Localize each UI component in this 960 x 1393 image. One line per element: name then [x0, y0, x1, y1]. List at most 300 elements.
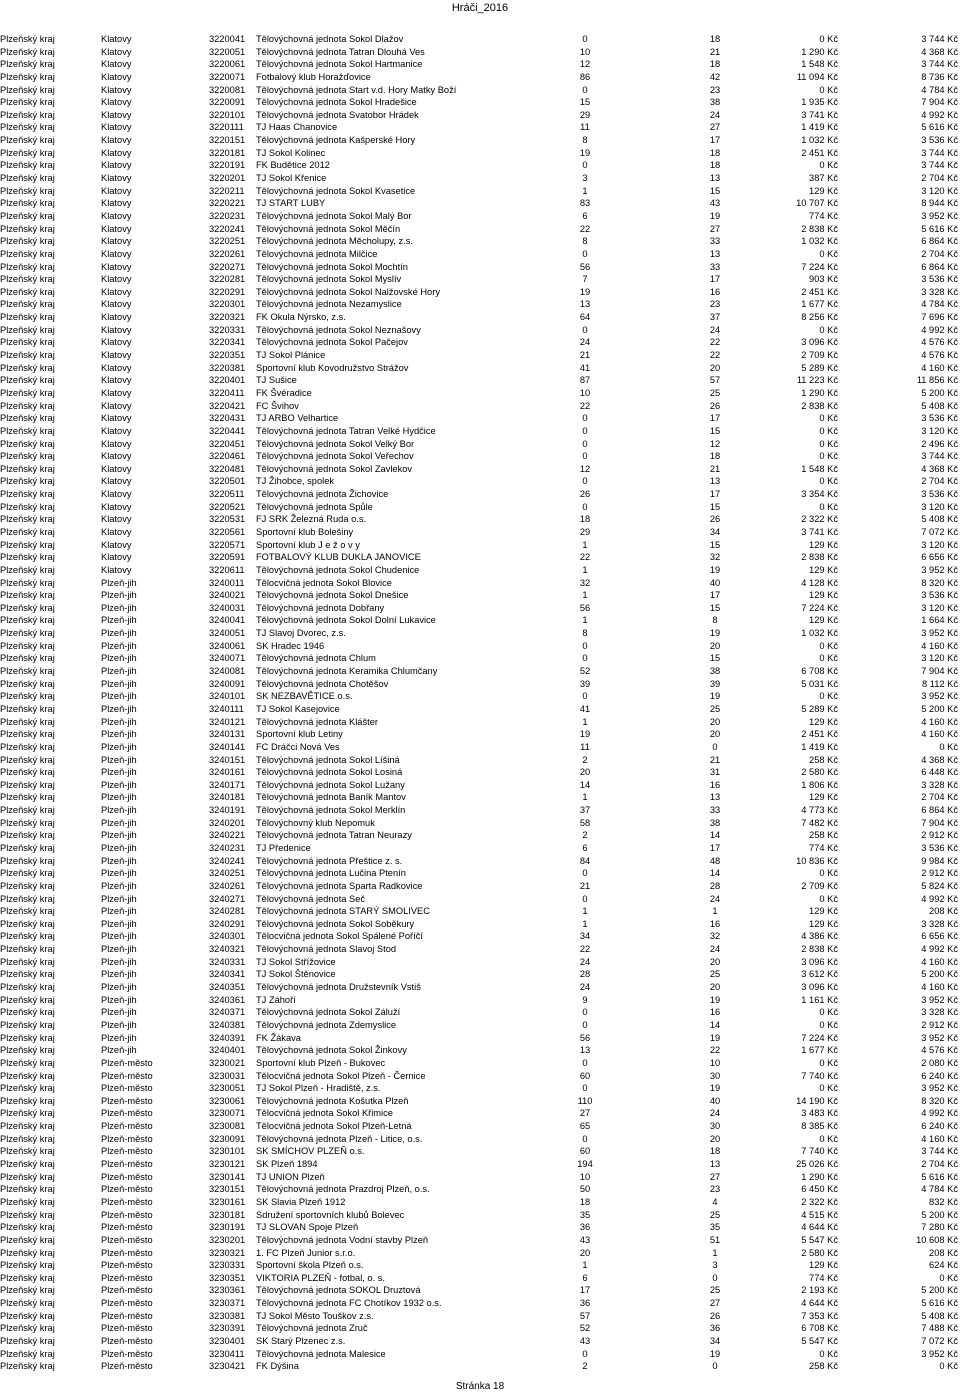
- cell-a: 11: [580, 122, 590, 133]
- cell-nazev: TJ Sokol Štěnovice: [256, 969, 336, 980]
- cell-castka1: 0 Kč: [819, 1007, 838, 1018]
- cell-okres: Plzeň-jih: [101, 880, 137, 891]
- cell-castka1: 0 Kč: [819, 1083, 838, 1094]
- cell-kraj: Plzeňský kraj: [0, 969, 55, 980]
- cell-castka1: 2 838 Kč: [801, 552, 838, 563]
- cell-b: 43: [709, 198, 721, 209]
- cell-a: 39: [579, 678, 591, 689]
- cell-kod: 3240391: [209, 1032, 246, 1043]
- cell-a: 10: [579, 1171, 591, 1182]
- cell-castka2: 0 Kč: [939, 1272, 958, 1283]
- cell-a: 12: [579, 463, 591, 474]
- cell-castka1: 1 032 Kč: [801, 628, 838, 639]
- table-row: [0, 804, 960, 817]
- cell-kod: 3220241: [209, 223, 246, 234]
- cell-okres: Klatovy: [101, 463, 132, 474]
- cell-a: 0: [582, 248, 588, 259]
- page-number: Stránka 18: [455, 1381, 505, 1392]
- cell-b: 17: [709, 274, 721, 285]
- cell-kraj: Plzeňský kraj: [0, 539, 55, 550]
- cell-nazev: FK Okula Nýrsko, z.s.: [256, 312, 346, 323]
- cell-a: 8: [582, 236, 588, 247]
- cell-castka1: 774 Kč: [809, 1272, 838, 1283]
- cell-kod: 3220351: [209, 350, 246, 361]
- cell-castka2: 2 704 Kč: [921, 248, 958, 259]
- cell-kraj: Plzeňský kraj: [0, 362, 55, 373]
- cell-okres: Plzeň-jih: [101, 855, 137, 866]
- cell-castka1: 7 482 Kč: [801, 817, 838, 828]
- cell-kod: 3230051: [209, 1083, 246, 1094]
- cell-b: 15: [709, 653, 721, 664]
- cell-kod: 3240061: [209, 640, 246, 651]
- cell-kraj: Plzeňský kraj: [0, 451, 55, 462]
- cell-b: 19: [709, 628, 721, 639]
- cell-kraj: Plzeňský kraj: [0, 476, 55, 487]
- cell-castka2: 0 Kč: [939, 741, 958, 752]
- cell-kraj: Plzeňský kraj: [0, 109, 55, 120]
- cell-a: 2: [582, 830, 588, 841]
- cell-castka1: 0 Kč: [819, 160, 838, 171]
- cell-b: 40: [709, 1095, 721, 1106]
- cell-castka2: 5 616 Kč: [921, 1171, 958, 1182]
- cell-kraj: Plzeňský kraj: [0, 1032, 55, 1043]
- cell-kraj: Plzeňský kraj: [0, 1361, 55, 1372]
- cell-okres: Plzeň-jih: [101, 678, 137, 689]
- cell-nazev: Tělovýchovná jednota Prazdroj Plzeň, o.s.: [256, 1184, 430, 1195]
- cell-nazev: Tělovýchovná jednota Dobřany: [256, 602, 385, 613]
- cell-castka1: 2 580 Kč: [801, 1247, 838, 1258]
- cell-kraj: Plzeňský kraj: [0, 880, 55, 891]
- cell-kod: 3220221: [209, 198, 246, 209]
- table-row: [0, 1297, 960, 1310]
- cell-nazev: SK SMÍCHOV PLZEŇ o.s.: [256, 1146, 365, 1157]
- cell-a: 0: [582, 868, 588, 879]
- table-row: [0, 475, 960, 488]
- table-row: [0, 703, 960, 716]
- cell-okres: Plzeň-město: [101, 1209, 153, 1220]
- cell-castka1: 774 Kč: [809, 210, 838, 221]
- cell-okres: Klatovy: [101, 173, 132, 184]
- table-row: [0, 425, 960, 438]
- cell-kod: 3220101: [209, 109, 246, 120]
- cell-nazev: Tělovýchovná jednota Milčice: [256, 248, 378, 259]
- cell-nazev: SK Hradec 1946: [256, 640, 325, 651]
- cell-kod: 3230181: [209, 1209, 246, 1220]
- cell-b: 32: [709, 931, 721, 942]
- cell-kraj: Plzeňský kraj: [0, 1133, 55, 1144]
- cell-okres: Plzeň-jih: [101, 703, 137, 714]
- cell-castka1: 4 644 Kč: [801, 1222, 838, 1233]
- cell-kraj: Plzeňský kraj: [0, 602, 55, 613]
- cell-nazev: Tělovýchovná jednota Sokol Dnešice: [256, 590, 409, 601]
- cell-kod: 3240171: [209, 779, 246, 790]
- cell-nazev: VIKTORIA PLZEŇ - fotbal, o. s.: [256, 1272, 385, 1283]
- cell-castka1: 0 Kč: [819, 893, 838, 904]
- table-row: [0, 223, 960, 236]
- cell-castka2: 3 536 Kč: [921, 489, 958, 500]
- cell-nazev: Tělovýchovná jednota Měcholupy, z.s.: [256, 236, 413, 247]
- cell-kraj: Plzeňský kraj: [0, 830, 55, 841]
- cell-kraj: Plzeňský kraj: [0, 350, 55, 361]
- cell-okres: Klatovy: [101, 552, 132, 563]
- cell-nazev: Fotbalový klub Horažďovice: [256, 71, 371, 82]
- cell-a: 1: [582, 918, 588, 929]
- table-row: [0, 855, 960, 868]
- cell-castka2: 8 320 Kč: [921, 1095, 958, 1106]
- cell-castka1: 0 Kč: [819, 1348, 838, 1359]
- cell-okres: Klatovy: [101, 451, 132, 462]
- cell-kod: 3240041: [209, 615, 246, 626]
- cell-kod: 3220091: [209, 97, 246, 108]
- cell-a: 56: [579, 602, 591, 613]
- table-row: [0, 210, 960, 223]
- cell-b: 15: [709, 539, 721, 550]
- cell-kod: 3240261: [209, 880, 246, 891]
- table-row: [0, 501, 960, 514]
- cell-castka1: 129 Kč: [809, 1260, 838, 1271]
- cell-nazev: FJ SRK Železná Ruda o.s.: [256, 514, 367, 525]
- table-row: [0, 1006, 960, 1019]
- cell-b: 26: [709, 514, 721, 525]
- cell-okres: Klatovy: [101, 210, 132, 221]
- cell-castka2: 4 368 Kč: [921, 463, 958, 474]
- cell-okres: Klatovy: [101, 400, 132, 411]
- cell-kraj: Plzeňský kraj: [0, 994, 55, 1005]
- cell-kod: 3240111: [209, 703, 244, 714]
- cell-b: 51: [709, 1234, 721, 1245]
- cell-castka2: 6 656 Kč: [921, 931, 958, 942]
- cell-a: 60: [579, 1070, 591, 1081]
- cell-nazev: Tělocvičná jednota Sokol Spálené Poříčí: [256, 931, 423, 942]
- cell-kod: 3220271: [209, 261, 246, 272]
- cell-kraj: Plzeňský kraj: [0, 615, 55, 626]
- cell-a: 3: [582, 173, 588, 184]
- cell-castka2: 6 240 Kč: [921, 1070, 958, 1081]
- cell-b: 10: [709, 1057, 721, 1068]
- cell-castka2: 5 200 Kč: [921, 1209, 958, 1220]
- cell-kod: 3230421: [209, 1361, 246, 1372]
- cell-castka2: 3 952 Kč: [921, 1083, 958, 1094]
- cell-nazev: TJ Sokol Kasejovice: [256, 703, 340, 714]
- table-row: [0, 1070, 960, 1083]
- cell-kod: 3220481: [209, 463, 246, 474]
- cell-kod: 3230091: [209, 1133, 246, 1144]
- cell-kraj: Plzeňský kraj: [0, 425, 55, 436]
- cell-okres: Plzeň-město: [101, 1108, 153, 1119]
- cell-okres: Plzeň-jih: [101, 653, 137, 664]
- cell-kod: 3220421: [209, 400, 246, 411]
- table-row: [0, 273, 960, 286]
- cell-okres: Plzeň-město: [101, 1121, 153, 1132]
- table-row: [0, 513, 960, 526]
- table-row: [0, 1310, 960, 1323]
- cell-a: 10: [579, 387, 591, 398]
- cell-b: 25: [709, 969, 721, 980]
- cell-nazev: TJ Záhoří: [256, 994, 296, 1005]
- cell-b: 0: [712, 1361, 718, 1372]
- table-row: [0, 842, 960, 855]
- cell-b: 18: [709, 451, 721, 462]
- cell-castka1: 1 290 Kč: [801, 46, 838, 57]
- cell-castka2: 3 328 Kč: [921, 1007, 958, 1018]
- cell-nazev: TJ UNION Plzeň: [256, 1171, 325, 1182]
- table-row: [0, 577, 960, 590]
- table-row: [0, 754, 960, 767]
- cell-okres: Plzeň-město: [101, 1083, 153, 1094]
- cell-okres: Plzeň-město: [101, 1285, 153, 1296]
- cell-castka1: 4 515 Kč: [801, 1209, 838, 1220]
- cell-okres: Plzeň-jih: [101, 1007, 137, 1018]
- cell-castka2: 5 616 Kč: [921, 223, 958, 234]
- cell-okres: Klatovy: [101, 274, 132, 285]
- cell-b: 16: [709, 918, 721, 929]
- cell-castka1: 1 161 Kč: [801, 994, 838, 1005]
- cell-b: 38: [709, 666, 721, 677]
- cell-okres: Plzeň-jih: [101, 1019, 137, 1030]
- cell-castka2: 5 200 Kč: [921, 1285, 958, 1296]
- cell-okres: Plzeň-jih: [101, 1032, 137, 1043]
- cell-a: 6: [582, 210, 588, 221]
- cell-nazev: Tělovýchovná jednota Sokol Neznašovy: [256, 324, 421, 335]
- cell-nazev: Tělovýchovná jednota Košutka Plzeň: [256, 1095, 409, 1106]
- cell-kraj: Plzeňský kraj: [0, 640, 55, 651]
- cell-kod: 3220531: [209, 514, 246, 525]
- cell-nazev: FK Žákava: [256, 1032, 301, 1043]
- table-row: [0, 1196, 960, 1209]
- cell-okres: Plzeň-jih: [101, 817, 137, 828]
- cell-nazev: Tělovýchovná jednota Kašperské Hory: [256, 135, 416, 146]
- cell-castka1: 6 450 Kč: [801, 1184, 838, 1195]
- cell-castka1: 1 290 Kč: [801, 387, 838, 398]
- cell-a: 19: [579, 286, 591, 297]
- cell-castka1: 4 773 Kč: [801, 805, 838, 816]
- cell-castka1: 1 677 Kč: [801, 299, 838, 310]
- cell-b: 38: [709, 97, 721, 108]
- cell-castka1: 8 256 Kč: [801, 312, 838, 323]
- cell-okres: Plzeň-jih: [101, 792, 137, 803]
- table-row: [0, 1095, 960, 1108]
- cell-castka2: 7 696 Kč: [921, 312, 958, 323]
- cell-okres: Klatovy: [101, 185, 132, 196]
- cell-okres: Klatovy: [101, 299, 132, 310]
- cell-kraj: Plzeňský kraj: [0, 729, 55, 740]
- cell-castka2: 3 120 Kč: [921, 185, 958, 196]
- cell-b: 38: [709, 817, 721, 828]
- table-row: [0, 1234, 960, 1247]
- cell-kraj: Plzeňský kraj: [0, 843, 55, 853]
- cell-b: 16: [709, 1007, 721, 1018]
- cell-a: 7: [582, 274, 588, 285]
- cell-a: 22: [579, 944, 591, 955]
- cell-b: 18: [709, 34, 721, 44]
- cell-kod: 3230161: [209, 1196, 246, 1207]
- cell-kod: 3220441: [209, 425, 246, 436]
- cell-castka2: 3 744 Kč: [921, 34, 958, 44]
- cell-castka1: 8 385 Kč: [801, 1121, 838, 1132]
- cell-okres: Plzeň-jih: [101, 640, 137, 651]
- cell-nazev: TJ Sokol Plzeň - Hradiště, z.s.: [256, 1083, 381, 1094]
- cell-castka2: 5 824 Kč: [921, 880, 958, 891]
- cell-b: 24: [709, 109, 721, 120]
- table-row: [0, 58, 960, 71]
- cell-castka1: 2 322 Kč: [801, 1196, 838, 1207]
- table-row: [0, 311, 960, 324]
- cell-kod: 3240351: [209, 982, 246, 993]
- cell-kod: 3240271: [209, 893, 246, 904]
- cell-castka2: 1 664 Kč: [921, 615, 958, 626]
- table-row: [0, 829, 960, 842]
- cell-castka1: 0 Kč: [819, 1057, 838, 1068]
- cell-kod: 3230071: [209, 1108, 246, 1119]
- cell-okres: Plzeň-jih: [101, 868, 137, 879]
- cell-b: 22: [709, 337, 721, 348]
- cell-kod: 3240341: [209, 969, 246, 980]
- cell-b: 19: [709, 1348, 721, 1359]
- cell-castka2: 2 912 Kč: [921, 868, 958, 879]
- table-row: [0, 614, 960, 627]
- cell-kraj: Plzeňský kraj: [0, 261, 55, 272]
- cell-kraj: Plzeňský kraj: [0, 1247, 55, 1258]
- cell-nazev: Sportovní klub Kovodružstvo Strážov: [256, 362, 409, 373]
- cell-okres: Klatovy: [101, 350, 132, 361]
- table-row: [0, 526, 960, 539]
- cell-nazev: Tělovýchovná jednota Start v.d. Hory Matky Boží: [256, 84, 457, 95]
- cell-castka1: 0 Kč: [819, 34, 838, 44]
- cell-castka2: 4 784 Kč: [921, 299, 958, 310]
- table-row: [0, 235, 960, 248]
- cell-kod: 3220611: [209, 564, 245, 575]
- cell-a: 12: [579, 59, 591, 70]
- cell-a: 22: [579, 400, 591, 411]
- cell-castka2: 4 160 Kč: [921, 956, 958, 967]
- cell-a: 18: [579, 514, 591, 525]
- cell-nazev: Tělovýchovná jednota Seč: [256, 893, 366, 904]
- cell-b: 0: [712, 1272, 718, 1283]
- cell-nazev: TJ Sokol Kolinec: [256, 147, 326, 158]
- cell-okres: Plzeň-jih: [101, 994, 137, 1005]
- cell-a: 36: [579, 1298, 591, 1309]
- cell-nazev: Tělovýchovná jednota Sokol Myslív: [256, 274, 402, 285]
- cell-castka1: 774 Kč: [809, 843, 838, 853]
- cell-kod: 3220341: [209, 337, 246, 348]
- cell-kod: 3240281: [209, 906, 246, 917]
- cell-b: 33: [709, 261, 721, 272]
- cell-castka2: 3 328 Kč: [921, 286, 958, 297]
- cell-castka2: 10 608 Kč: [916, 1234, 958, 1245]
- cell-okres: Plzeň-jih: [101, 741, 137, 752]
- cell-a: 24: [579, 956, 591, 967]
- cell-okres: Plzeň-jih: [101, 729, 137, 740]
- table-row: [0, 880, 960, 893]
- cell-b: 17: [709, 843, 721, 853]
- cell-kod: 3240331: [209, 956, 246, 967]
- cell-nazev: Tělovýchovná jednota Plzeň - Litice, o.s.: [256, 1133, 423, 1144]
- table-row: [0, 197, 960, 210]
- table-row: [0, 1284, 960, 1297]
- cell-castka1: 1 548 Kč: [801, 463, 838, 474]
- table-row: [0, 96, 960, 109]
- cell-b: 13: [709, 248, 721, 259]
- cell-castka2: 3 744 Kč: [921, 160, 958, 171]
- cell-a: 24: [579, 982, 591, 993]
- cell-castka2: 5 200 Kč: [921, 703, 958, 714]
- cell-kraj: Plzeňský kraj: [0, 122, 55, 133]
- cell-a: 9: [582, 994, 588, 1005]
- table-row: [0, 450, 960, 463]
- cell-kraj: Plzeňský kraj: [0, 400, 55, 411]
- cell-a: 1: [582, 1260, 588, 1271]
- cell-nazev: FC Dráčci Nová Ves: [256, 741, 340, 752]
- cell-kraj: Plzeňský kraj: [0, 1209, 55, 1220]
- table-row: [0, 463, 960, 476]
- cell-castka1: 1 548 Kč: [801, 59, 838, 70]
- cell-kod: 3220561: [209, 526, 246, 537]
- cell-b: 32: [709, 552, 721, 563]
- cell-a: 0: [582, 324, 588, 335]
- cell-okres: Plzeň-jih: [101, 767, 137, 778]
- table-row: [0, 1183, 960, 1196]
- cell-b: 19: [709, 994, 721, 1005]
- cell-b: 25: [709, 1285, 721, 1296]
- table-row: [0, 1247, 960, 1260]
- cell-castka1: 2 451 Kč: [801, 147, 838, 158]
- cell-kraj: Plzeňský kraj: [0, 413, 55, 424]
- cell-kod: 3240241: [209, 855, 246, 866]
- cell-castka1: 5 547 Kč: [801, 1335, 838, 1346]
- cell-castka2: 3 952 Kč: [921, 691, 958, 702]
- cell-kraj: Plzeňský kraj: [0, 1260, 55, 1271]
- cell-okres: Klatovy: [101, 59, 132, 70]
- cell-kraj: Plzeňský kraj: [0, 944, 55, 955]
- cell-b: 14: [709, 830, 721, 841]
- cell-nazev: Tělovýchovná jednota Baník Mantov: [256, 792, 406, 803]
- cell-b: 15: [709, 501, 721, 512]
- cell-castka1: 129 Kč: [809, 539, 838, 550]
- cell-a: 29: [579, 526, 591, 537]
- cell-castka1: 4 386 Kč: [801, 931, 838, 942]
- cell-b: 15: [709, 602, 721, 613]
- cell-kod: 3230141: [209, 1171, 246, 1182]
- cell-castka2: 4 160 Kč: [921, 716, 958, 727]
- table-row: [0, 551, 960, 564]
- cell-kraj: Plzeňský kraj: [0, 71, 55, 82]
- cell-castka1: 129 Kč: [809, 716, 838, 727]
- cell-nazev: Tělovýchovná jednota Sokol Pačejov: [256, 337, 408, 348]
- cell-okres: Plzeň-jih: [101, 944, 137, 955]
- cell-castka1: 0 Kč: [819, 413, 838, 424]
- cell-okres: Plzeň-jih: [101, 615, 137, 626]
- table-row: [0, 134, 960, 147]
- table-row: [0, 678, 960, 691]
- cell-castka2: 3 744 Kč: [921, 451, 958, 462]
- cell-kraj: Plzeňský kraj: [0, 691, 55, 702]
- cell-castka1: 258 Kč: [809, 754, 838, 765]
- cell-castka1: 2 838 Kč: [801, 223, 838, 234]
- cell-castka2: 8 320 Kč: [921, 577, 958, 588]
- cell-castka1: 129 Kč: [809, 564, 838, 575]
- table-row: [0, 564, 960, 577]
- cell-castka1: 7 740 Kč: [801, 1070, 838, 1081]
- cell-okres: Plzeň-město: [101, 1234, 153, 1245]
- cell-kod: 3230151: [209, 1184, 246, 1195]
- cell-kod: 3220151: [209, 135, 246, 146]
- cell-kraj: Plzeňský kraj: [0, 1045, 55, 1056]
- cell-a: 13: [579, 299, 591, 310]
- cell-a: 34: [579, 931, 591, 942]
- cell-okres: Klatovy: [101, 501, 132, 512]
- cell-a: 28: [579, 969, 591, 980]
- cell-kraj: Plzeňský kraj: [0, 97, 55, 108]
